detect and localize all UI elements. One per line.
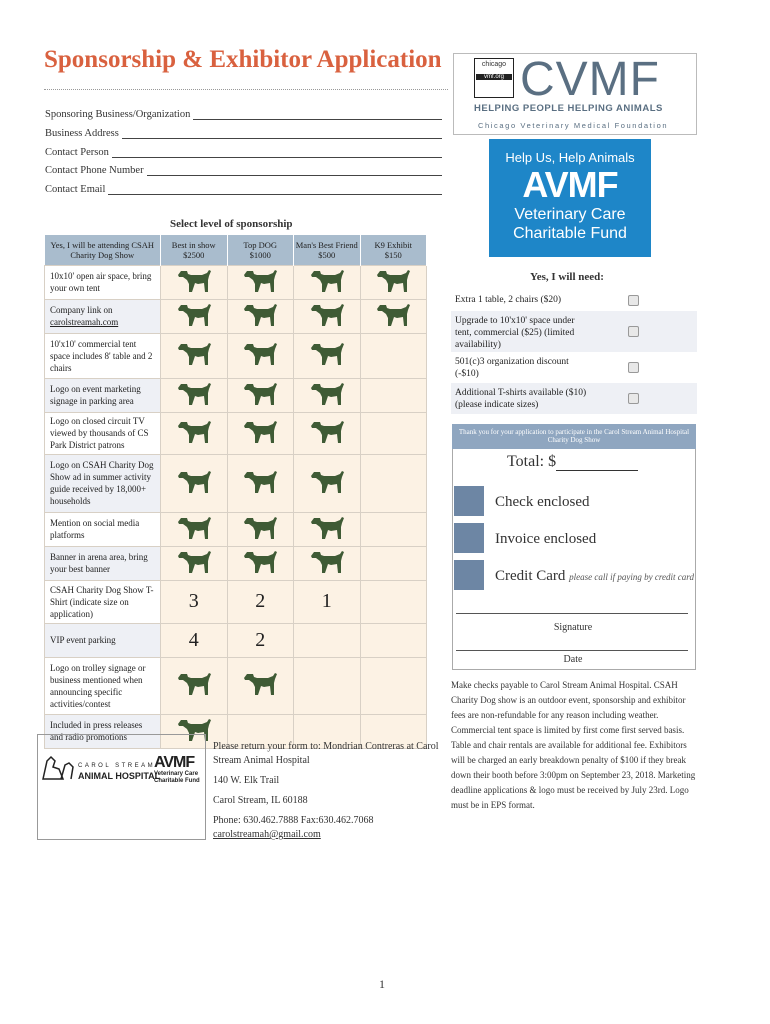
table-row [45, 623, 427, 657]
total-line[interactable] [556, 455, 638, 471]
need-label: Upgrade to 10'x10' space under tent, commercial ($25) (limited availability) [455, 316, 575, 350]
row-label-text: Mention on social media platforms [50, 518, 140, 540]
row-label-text: Company link on [50, 305, 113, 315]
needs-title: Yes, I will need: [530, 271, 604, 283]
avmf-small-logo: AVMF [154, 754, 195, 771]
level-name: Top DOG [243, 239, 278, 250]
need-item [451, 311, 697, 352]
cvmf-wordmark: CVMF [520, 53, 660, 106]
dog-icon [307, 300, 347, 328]
row-label [45, 512, 161, 546]
footer-logos [37, 734, 206, 840]
dog-icon [307, 339, 347, 367]
dog-icon [174, 547, 214, 575]
sponsorship-title: Select level of sponsorship [170, 218, 293, 230]
row-label-text: Logo on closed circuit TV viewed by thousands of CS Park District patrons [50, 416, 149, 450]
field-label: Contact Phone Number [45, 165, 144, 176]
level-price: $500 [318, 249, 336, 260]
option-credit-card[interactable] [453, 560, 693, 592]
dog-icon [174, 379, 214, 407]
dog-cat-icon [41, 753, 75, 781]
badge-bar: vmf.org [476, 74, 512, 80]
field-line[interactable] [122, 128, 442, 139]
field-contact-email[interactable] [45, 184, 442, 195]
header-level[interactable] [227, 235, 294, 265]
benefit-cell: 3 [161, 580, 228, 623]
return-info [213, 740, 445, 842]
table-row [45, 412, 427, 454]
dog-icon [240, 467, 280, 495]
table-row [45, 333, 427, 378]
table-row [45, 299, 427, 333]
level-name: Best in show [171, 239, 216, 250]
sponsorship-table [44, 235, 427, 749]
benefit-cell [360, 623, 427, 657]
return-line: Please return your form to: Mondrian Contreras at Carol Stream Animal Hospital [213, 741, 439, 766]
avmf-small-line1: Veterinary Care [154, 771, 199, 777]
field-label: Sponsoring Business/Organization [45, 109, 191, 120]
avmf-small-line2: Charitable Fund [154, 778, 200, 784]
field-line[interactable] [112, 147, 442, 158]
row-label-text: Included in press releases and radio promotions [50, 720, 143, 742]
field-contact-phone[interactable] [45, 165, 442, 176]
table-row [45, 512, 427, 546]
row-label-text: 10'x10' commercial tent space includes 8' table and 2 chairs [50, 338, 153, 373]
dog-icon [307, 513, 347, 541]
dog-icon [240, 669, 280, 697]
benefit-cell [294, 299, 361, 333]
benefit-cell: 2 [227, 580, 294, 623]
avmf-logo: AVMF [522, 164, 618, 205]
need-checkbox[interactable] [628, 362, 639, 373]
return-address2: Carol Stream, IL 60188 [213, 795, 308, 806]
benefit-cell [294, 412, 361, 454]
need-item [451, 383, 697, 414]
field-contact-person[interactable] [45, 147, 442, 158]
row-label [45, 378, 161, 412]
dog-icon [240, 339, 280, 367]
avmf-headline: Help Us, Help Animals [505, 150, 635, 165]
row-label [45, 299, 161, 333]
level-name: K9 Exhibit [374, 239, 413, 250]
benefit-cell [360, 580, 427, 623]
benefit-cell [294, 623, 361, 657]
benefit-cell [360, 412, 427, 454]
dog-icon [373, 300, 413, 328]
benefit-cell [161, 265, 228, 299]
header-level[interactable] [294, 235, 361, 265]
dog-icon [240, 266, 280, 294]
row-label-text: CSAH Charity Dog Show T-Shirt (indicate size on application) [50, 584, 154, 619]
need-item [451, 352, 697, 383]
dog-icon [174, 467, 214, 495]
benefit-cell [360, 546, 427, 580]
table-row [45, 657, 427, 714]
option-note: please call if paying by credit card [569, 572, 694, 582]
row-label-text: Logo on event marketing signage in parking area [50, 384, 141, 406]
dog-icon [240, 379, 280, 407]
dog-icon [174, 513, 214, 541]
benefit-cell [161, 454, 228, 512]
row-label-text: Logo on trolley signage or business mentioned when announcing specific activities/contest [50, 662, 146, 709]
dog-icon [307, 467, 347, 495]
benefit-cell [360, 299, 427, 333]
field-line[interactable] [147, 165, 442, 176]
benefit-cell [227, 412, 294, 454]
level-price: $2500 [183, 249, 205, 260]
row-label [45, 412, 161, 454]
benefit-cell [161, 512, 228, 546]
field-label: Business Address [45, 128, 119, 139]
option-label: Invoice enclosed [495, 531, 597, 547]
table-row [45, 265, 427, 299]
hospital-top: CAROL STREAM [78, 763, 156, 769]
benefit-cell [227, 454, 294, 512]
dog-icon [240, 300, 280, 328]
row-label [45, 546, 161, 580]
field-business-address[interactable] [45, 128, 442, 139]
return-email-link[interactable]: carolstreamah@gmail.com [213, 829, 321, 840]
benefit-cell [161, 378, 228, 412]
benefit-cell [360, 454, 427, 512]
total-label: Total: $ [507, 453, 557, 470]
cvmf-tagline: HELPING PEOPLE HELPING ANIMALS [474, 103, 663, 114]
field-label: Contact Person [45, 147, 109, 158]
dog-icon [307, 547, 347, 575]
benefit-cell [227, 546, 294, 580]
benefit-cell: 4 [161, 623, 228, 657]
date-line[interactable] [456, 650, 688, 651]
row-label-text: 10x10' open air space, bring your own tent [50, 271, 152, 293]
signature-line[interactable] [456, 613, 688, 614]
table-row [45, 580, 427, 623]
dog-icon [373, 266, 413, 294]
field-line[interactable] [108, 184, 442, 195]
hospital-bottom: ANIMAL HOSPITAL [78, 771, 161, 781]
return-phone: Phone: 630.462.7888 Fax:630.462.7068 [213, 815, 374, 826]
avmf-line2: Charitable Fund [513, 225, 627, 242]
benefit-cell [360, 657, 427, 714]
benefit-cell [227, 299, 294, 333]
dog-icon [174, 669, 214, 697]
table-row [45, 546, 427, 580]
row-label [45, 657, 161, 714]
benefit-cell [227, 333, 294, 378]
cvmf-logo [453, 53, 697, 135]
dog-icon [307, 417, 347, 445]
cvmf-foundation: Chicago Veterinary Medical Foundation [478, 121, 669, 130]
benefit-cell [294, 333, 361, 378]
benefit-cell [294, 454, 361, 512]
benefit-cell [161, 333, 228, 378]
benefit-cell [227, 657, 294, 714]
check-checkbox[interactable] [454, 486, 484, 516]
row-label-text: Logo on CSAH Charity Dog Show ad in summer activity guide received by 18,000+ households [50, 460, 154, 506]
option-invoice[interactable] [453, 523, 693, 555]
benefit-cell [161, 412, 228, 454]
level-price: $150 [384, 249, 402, 260]
benefit-cell [360, 378, 427, 412]
row-label-text: VIP event parking [50, 635, 116, 645]
dog-icon [174, 300, 214, 328]
row-label-text: Banner in arena area, bring your best banner [50, 552, 148, 574]
need-label: 501(c)3 organization discount (-$10) [455, 357, 569, 379]
terms-notes: Make checks payable to Carol Stream Animal Hospital. CSAH Charity Dog show is an outdoor event, sponsorship and exhibitor fees are non-refundable for any reason including weather. Commercial tent space is limited by first come first served basis. Table and chair rentals are available for additional fee. Exhibitors will be charged an early breakdown penalty of $100 if they break down their booth before 3:00pm on September 23, 2018. Marketing deadline applications & logo must be received by July 23rd. Logo must be in EPS format. [451, 680, 696, 810]
benefit-cell [294, 265, 361, 299]
avmf-line1: Veterinary Care [514, 206, 626, 223]
return-address1: 140 W. Elk Trail [213, 775, 280, 786]
dog-icon [174, 339, 214, 367]
page-number: 1 [379, 977, 385, 991]
thanks-banner: Thank you for your application to participate in the Carol Stream Animal Hospital Charity Dog Show [452, 424, 696, 449]
field-label: Contact Email [45, 184, 106, 195]
avmf-banner [489, 139, 651, 257]
dog-icon [307, 266, 347, 294]
dog-icon [240, 547, 280, 575]
benefit-cell [161, 657, 228, 714]
benefit-cell: 2 [227, 623, 294, 657]
table-row [45, 454, 427, 512]
level-price: $1000 [249, 249, 271, 260]
payment-panel [452, 449, 696, 670]
level-name: Man's Best Friend [295, 239, 358, 250]
benefit-cell [161, 546, 228, 580]
benefit-cell [360, 512, 427, 546]
dog-icon [174, 417, 214, 445]
benefit-cell [227, 265, 294, 299]
benefit-cell [161, 299, 228, 333]
row-label [45, 265, 161, 299]
row-link[interactable]: carolstreamah.com [50, 317, 119, 327]
header-level[interactable] [161, 235, 228, 265]
header-level[interactable] [360, 235, 427, 265]
benefit-cell [360, 265, 427, 299]
benefit-cell [294, 546, 361, 580]
benefit-cell: 1 [294, 580, 361, 623]
row-label [45, 454, 161, 512]
need-item [451, 290, 697, 311]
badge-top: chicago [481, 61, 507, 68]
total-field[interactable] [507, 453, 638, 471]
table-header [45, 235, 427, 265]
dog-icon [240, 513, 280, 541]
benefit-cell [294, 378, 361, 412]
need-checkbox[interactable] [628, 393, 639, 404]
table-row [45, 378, 427, 412]
page-title: Sponsorship & Exhibitor Application [44, 46, 442, 73]
signature-label: Signature [553, 622, 593, 633]
benefit-cell [294, 657, 361, 714]
date-label: Date [563, 654, 583, 665]
need-checkbox[interactable] [628, 295, 639, 306]
row-label [45, 580, 161, 623]
need-label: Extra 1 table, 2 chairs ($20) [455, 295, 562, 305]
dog-icon [174, 266, 214, 294]
invoice-checkbox[interactable] [454, 523, 484, 553]
field-line[interactable] [193, 109, 442, 120]
title-divider [44, 89, 448, 90]
row-label [45, 623, 161, 657]
credit-card-checkbox[interactable] [454, 560, 484, 590]
option-label: Check enclosed [495, 494, 590, 510]
field-sponsoring-business[interactable] [45, 109, 442, 120]
benefit-cell [227, 378, 294, 412]
benefit-cell [360, 333, 427, 378]
benefit-cell [294, 512, 361, 546]
row-label [45, 333, 161, 378]
header-attending: Yes, I will be attending CSAH Charity Dog Show [45, 235, 161, 265]
benefit-cell [227, 512, 294, 546]
dog-icon [307, 379, 347, 407]
option-label: Credit Card [495, 568, 566, 584]
need-checkbox[interactable] [628, 326, 639, 337]
dog-icon [240, 417, 280, 445]
option-check[interactable] [453, 486, 693, 518]
chicagovmf-badge [474, 58, 514, 98]
need-label: Additional T-shirts available ($10) (please indicate sizes) [455, 388, 587, 410]
avmf-small-text [154, 771, 200, 785]
